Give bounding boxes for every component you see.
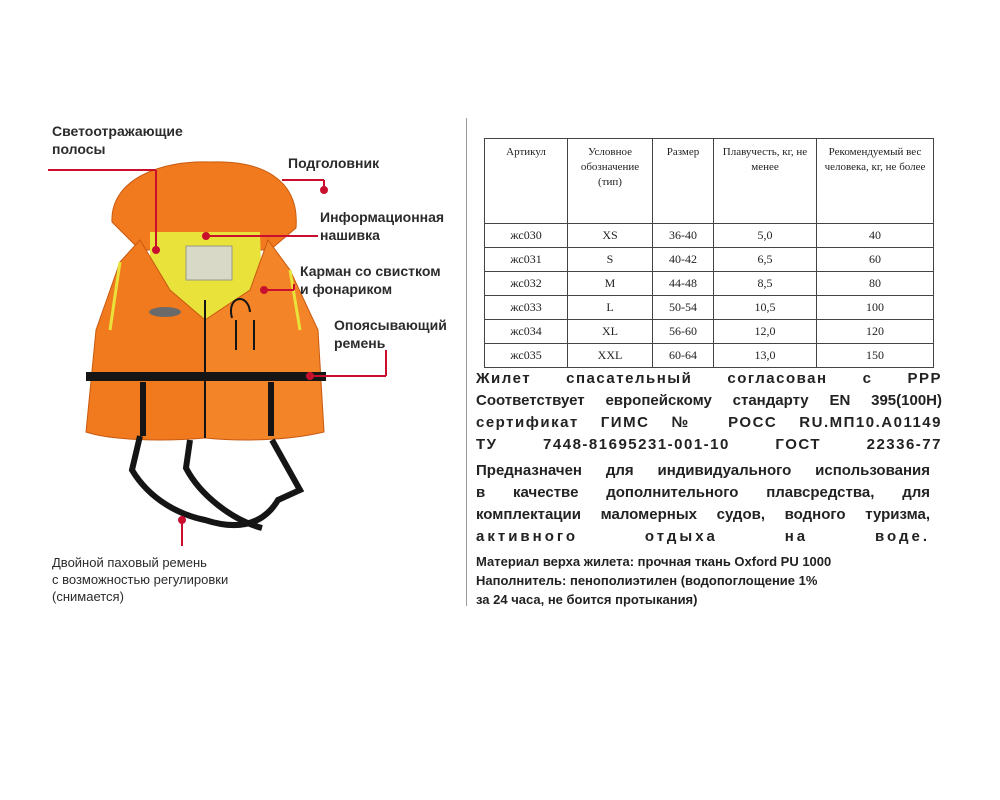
spec-cell-type: XS bbox=[568, 224, 653, 248]
spec-cell-size: 40-42 bbox=[653, 248, 714, 272]
spec-cell-weight: 120 bbox=[817, 320, 934, 344]
spec-cell-article: жс032 bbox=[485, 272, 568, 296]
material-line: Материал верха жилета: прочная ткань Oxford PU 1000 bbox=[476, 554, 832, 569]
spec-cell-size: 44-48 bbox=[653, 272, 714, 296]
spec-header-article: Артикул bbox=[485, 139, 568, 224]
spec-cell-article: жс034 bbox=[485, 320, 568, 344]
spec-header-buoyancy: Плавучесть, кг, не менее bbox=[714, 139, 817, 224]
spec-table bbox=[484, 138, 934, 368]
callout-groin-strap: Двойной паховый ремень с возможностью регулировки (снимается) bbox=[52, 555, 229, 604]
spec-header-size: Размер bbox=[653, 139, 714, 224]
spec-cell-size: 56-60 bbox=[653, 320, 714, 344]
callout-waist-belt: Опоясывающий ремень bbox=[334, 317, 447, 351]
spec-cell-type: S bbox=[568, 248, 653, 272]
spec-cell-buoyancy: 12,0 bbox=[714, 320, 817, 344]
spec-cell-buoyancy: 5,0 bbox=[714, 224, 817, 248]
purpose-line: комплектации маломерных судов, водного туризма, bbox=[476, 506, 930, 523]
table-row bbox=[485, 344, 934, 368]
certification-block bbox=[476, 368, 942, 456]
certification-line: ТУ 7448-81695231-001-10 ГОСТ 22336-77 bbox=[476, 436, 942, 453]
waist-belt bbox=[86, 372, 326, 381]
spec-cell-buoyancy: 8,5 bbox=[714, 272, 817, 296]
spec-cell-weight: 60 bbox=[817, 248, 934, 272]
spec-cell-article: жс035 bbox=[485, 344, 568, 368]
table-row bbox=[485, 272, 934, 296]
spec-cell-type: M bbox=[568, 272, 653, 296]
groin-strap bbox=[132, 436, 300, 525]
column-divider bbox=[466, 118, 467, 606]
spec-cell-buoyancy: 13,0 bbox=[714, 344, 817, 368]
table-row bbox=[485, 224, 934, 248]
purpose-line: Предназначен для индивидуального использования bbox=[476, 462, 930, 479]
table-row bbox=[485, 320, 934, 344]
spec-cell-buoyancy: 10,5 bbox=[714, 296, 817, 320]
spec-cell-size: 50-54 bbox=[653, 296, 714, 320]
spec-cell-type: L bbox=[568, 296, 653, 320]
spec-cell-size: 60-64 bbox=[653, 344, 714, 368]
material-line: за 24 часа, не боится протыкания) bbox=[476, 592, 698, 607]
spec-cell-weight: 80 bbox=[817, 272, 934, 296]
callout-headrest: Подголовник bbox=[288, 155, 380, 171]
spec-cell-weight: 40 bbox=[817, 224, 934, 248]
spec-header-type: Условное обозначение (тип) bbox=[568, 139, 653, 224]
certification-line: Соответствует европейскому стандарту EN 395(100H) bbox=[476, 392, 942, 409]
callout-info-patch: Информационная нашивка bbox=[320, 209, 445, 243]
spec-table-header-row bbox=[485, 139, 934, 224]
callout-reflective-strips: Светоотражающие полосы bbox=[52, 123, 183, 157]
certification-line: Жилет спасательный согласован с РРР bbox=[476, 370, 942, 387]
spec-cell-type: XXL bbox=[568, 344, 653, 368]
callout-pocket: Карман со свистком и фонариком bbox=[300, 263, 441, 297]
purpose-block bbox=[476, 460, 930, 548]
material-block bbox=[476, 552, 936, 609]
vest-logo bbox=[149, 307, 181, 317]
spec-cell-size: 36-40 bbox=[653, 224, 714, 248]
spec-cell-type: XL bbox=[568, 320, 653, 344]
spec-cell-article: жс030 bbox=[485, 224, 568, 248]
spec-cell-article: жс033 bbox=[485, 296, 568, 320]
table-row bbox=[485, 248, 934, 272]
spec-cell-weight: 150 bbox=[817, 344, 934, 368]
spec-cell-buoyancy: 6,5 bbox=[714, 248, 817, 272]
spec-header-weight: Рекомендуемый вес человека, кг, не более bbox=[817, 139, 934, 224]
spec-cell-article: жс031 bbox=[485, 248, 568, 272]
life-vest-illustration bbox=[0, 0, 470, 620]
purpose-line: активного отдыха на воде. bbox=[476, 528, 930, 545]
spec-cell-weight: 100 bbox=[817, 296, 934, 320]
certification-line: сертификат ГИМС № РОСС RU.МП10.А01149 bbox=[476, 414, 942, 431]
info-patch bbox=[186, 246, 232, 280]
purpose-line: в качестве дополнительного плавсредства, для bbox=[476, 484, 930, 501]
table-row bbox=[485, 296, 934, 320]
material-line: Наполнитель: пенополиэтилен (водопоглощение 1% bbox=[476, 573, 818, 588]
